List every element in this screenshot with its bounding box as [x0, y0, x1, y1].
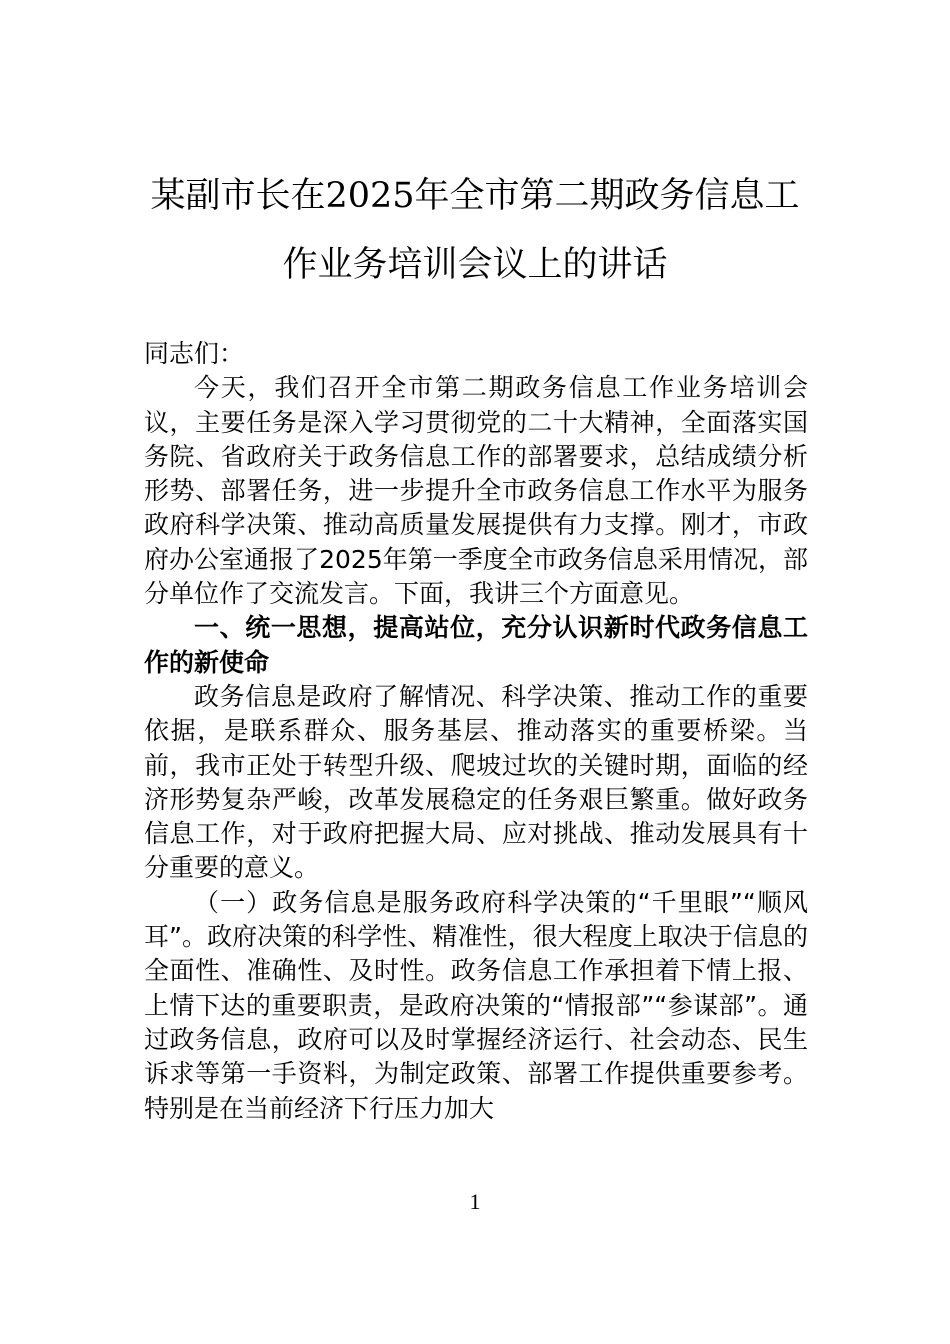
document-title-line-2: 作业务培训会议上的讲话: [282, 245, 668, 285]
intro-paragraph: 今天，我们召开全市第二期政务信息工作业务培训会议，主要任务是深入学习贯彻党的二十大精神，全面落实国务院、省政府关于政务信息工作的部署要求，总结成绩分析形势、部署任务，进一步提升全市政务信息工作水平为服务政府科学决策、推动高质量发展提供有力支撑。刚才，市政府办公室通报了2025年第一季度全市政务信息采用情况，部分单位作了交流发言。下面，我讲三个方面意见。: [144, 373, 808, 609]
section-1-heading: 一、统一思想，提高站位，充分认识新时代政务信息工作的新使命: [144, 613, 808, 677]
page-number: 1: [469, 1189, 481, 1214]
document-body: [144, 337, 808, 1126]
subsection-1-paragraph: （一）政务信息是服务政府科学决策的“千里眼”“顺风耳”。政府决策的科学性、精准性，很大程度上取决于信息的全面性、准确性、及时性。政务信息工作承担着下情上报、上情下达的重要职责，是政府决策的“情报部”“参谋部”。通过政务信息，政府可以及时掌握经济运行、社会动态、民生诉求等第一手资料，为制定政策、部署工作提供重要参考。特别是在当前经济下行压力加大: [144, 887, 808, 1123]
section-1-paragraph: 政务信息是政府了解情况、科学决策、推动工作的重要依据，是联系群众、服务基层、推动落实的重要桥梁。当前，我市正处于转型升级、爬坡过坎的关键时期，面临的经济形势复杂严峻，改革发展稳定的任务艰巨繁重。做好政务信息工作，对于政府把握大局、应对挑战、推动发展具有十分重要的意义。: [144, 681, 808, 883]
document-title-line-1: 某副市长在2025年全市第二期政务信息工: [150, 176, 800, 216]
salutation: 同志们：: [144, 339, 245, 368]
